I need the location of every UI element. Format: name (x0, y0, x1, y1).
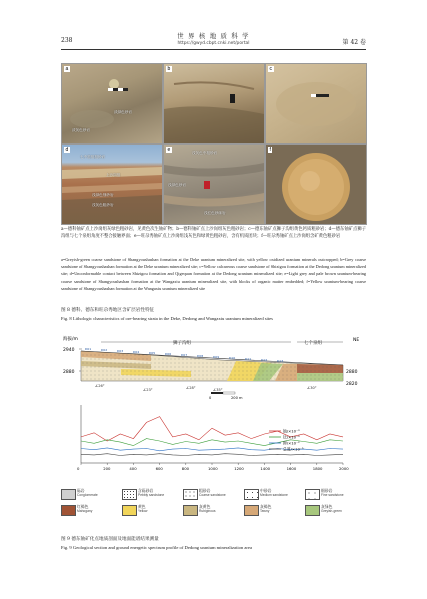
figure9-title-en: Fig. 9 Geological section and ground energetic spectrum profile of Dedong uranium mineralization area (61, 545, 253, 550)
photo-d-annotation-3: 浅绿色细砂岩 (92, 193, 114, 197)
dip-labels (95, 384, 317, 392)
x-tick-label: 1600 (286, 466, 297, 471)
legend-label-en: Greyish-green (321, 509, 342, 513)
dip-label-5: ∠30° (307, 386, 317, 390)
profile-legend-label: 钾/×10⁻² (283, 440, 300, 446)
figure9-legend (61, 488, 366, 524)
lithology-legend-item (61, 488, 121, 500)
photo-b (163, 63, 265, 144)
lithology-legend-item (61, 504, 121, 516)
figure9-title-cn: 图 9 德东铀矿化点地质剖面及地面能谱结果测量 (61, 537, 159, 542)
journal-url[interactable]: https://gwyd.cbpt.cnki.net/portal (177, 41, 250, 46)
photo-b-texture (164, 64, 264, 143)
legend-swatch (61, 505, 76, 516)
scale-bar (209, 392, 243, 400)
lithology-legend-item (183, 488, 243, 500)
figure8-title-cn: 图 8 德科、德东和旺尕秀地区含矿层岩性特征 (61, 308, 155, 313)
legend-label-en: Pebbly sandstone (138, 493, 165, 497)
x-tick-label: 400 (129, 466, 137, 471)
profile-legend-label: 总道/×10⁻⁶ (283, 446, 304, 452)
lithology-legend-item (244, 488, 304, 500)
dip-label-3: ∠28° (186, 386, 196, 390)
elevation-label: 海拔/m (63, 337, 78, 342)
photo-e-annotation-3: 浅红色砂砾岩 (204, 211, 226, 215)
photo-e (163, 144, 265, 225)
profile-x-ticks (77, 463, 349, 471)
legend-label-en: Conglomerate (77, 493, 98, 497)
legend-label-en: Coarse sandstone (199, 493, 226, 497)
figure8-caption-en: a=Greyish-green coarse sandstone of Shangyoushashan formation at the Deke uranium mineralized site, with yellow oxidized uranium minerals outcropped; b=Grey coarse sandstone of Shangyoushashan formation at the Deke uranium mineralized site; c=Yellow calcareous coarse sandstone of Shizigou formation at the Dedong uranium mineralized site; d=Unconformable contact between Shizigou formation and Qigequan formation at the Dedong uranium mineralized site; e=Light grey and pale brown uranium-bearing coarse sandstone of Shangyoushashan formation at the Wangaxiu uranium mineralized site, with blocks of organic matter embedded; f=Yellow uranium-bearing coarse sandstone of Shangyoushashan formation at the Wangaxiu uranium mineralized site (61, 257, 366, 291)
photo-e-label: e (167, 147, 171, 153)
bearing-ne: NE (353, 338, 360, 343)
section-dot-texture (81, 351, 343, 381)
profile-trace (81, 417, 343, 441)
point-label: D08 (197, 354, 204, 358)
point-label: D11 (245, 357, 252, 361)
x-tick-label: 1000 (208, 466, 218, 471)
figure8-title-en: Fig. 8 Lithologic characteristics of ore-bearing strata in the Deke, Dedong and Wangaxiu uranium mineralized sites (61, 316, 273, 321)
x-tick-label: 1400 (260, 466, 271, 471)
legend-label-cn: 粗砂岩 (199, 488, 211, 493)
x-tick-label: 800 (181, 466, 190, 471)
legend-swatch (122, 505, 137, 516)
legend-swatch (305, 505, 320, 516)
profile-trace (81, 448, 343, 451)
x-tick-label: 1800 (312, 466, 323, 471)
legend-label-en: Fine sandstone (321, 493, 344, 497)
legend-label-cn: 砾岩 (77, 488, 85, 493)
y-tick-2880: 2880 (63, 370, 75, 375)
volume-number: 第 42 卷 (342, 39, 366, 46)
legend-swatch (305, 489, 320, 500)
legend-label-cn: 灰绿色 (321, 504, 333, 509)
legend-label-en: Mahogany (77, 509, 93, 513)
point-label: D04 (133, 350, 140, 354)
photo-e-annotation-2: 浅绿色砂岩 (168, 183, 186, 187)
photo-a-annotation-2: 淡灰色砂岩 (72, 128, 90, 132)
profile-trace (81, 454, 343, 456)
lithology-legend-item (244, 504, 304, 516)
legend-label-cn: 含砾砂岩 (138, 488, 154, 493)
legend-label-en: Yellow (138, 509, 148, 513)
legend-swatch (183, 489, 198, 500)
spectrum-profile (77, 405, 349, 471)
point-label: D09 (213, 355, 220, 359)
point-label: D03 (117, 349, 124, 353)
photo-c-texture (266, 64, 366, 143)
y-tick-right-2820: 2820 (346, 382, 358, 387)
photo-d-label: d (65, 147, 69, 153)
figure9-section (61, 333, 366, 473)
lithology-legend-item (305, 488, 365, 500)
point-label: D06 (165, 352, 172, 356)
lithology-legend-item (122, 504, 182, 516)
lithology-legend-item (122, 488, 182, 500)
photo-f-label: f (269, 147, 271, 153)
dip-label-1: ∠26° (95, 384, 105, 388)
photo-f-texture (266, 145, 366, 224)
page-number: 238 (61, 37, 73, 44)
profile-legend-label: 钍/×10⁻⁶ (283, 434, 300, 440)
photo-d-texture (62, 145, 162, 224)
point-label: D01 (85, 347, 92, 351)
legend-label-cn: 黄色 (138, 504, 146, 509)
legend-label-en: Medium sandstone (260, 493, 288, 497)
point-label: D05 (149, 351, 156, 355)
y-tick-right-2880: 2880 (346, 370, 358, 375)
legend-swatch (183, 505, 198, 516)
point-label: D10 (229, 356, 236, 360)
legend-label-cn: 灰黄色 (199, 504, 211, 509)
scale-end: 200 m (231, 396, 243, 400)
unit-qigequan: 七个泉组 (304, 341, 322, 346)
photo-a-annotation-1: 淡绿色砂岩 (114, 110, 132, 114)
point-label: D02 (101, 348, 108, 352)
legend-label-cn: 红褐色 (77, 504, 89, 509)
legend-swatch (122, 489, 137, 500)
y-tick-2940: 2940 (63, 348, 75, 353)
legend-label-cn: 灰褐色 (260, 504, 272, 509)
photo-c (265, 63, 367, 144)
point-label: D12 (261, 358, 268, 362)
point-label: D07 (181, 353, 188, 357)
photo-e-annotation-1: 浅灰色中粗砂岩 (192, 151, 218, 155)
profile-lines (81, 417, 343, 456)
x-tick-label: 200 (103, 466, 111, 471)
x-tick-label: 600 (155, 466, 163, 471)
point-label: D13 (277, 359, 284, 363)
lithology-legend-item (305, 504, 365, 516)
photo-d-annotation-4: 浅灰色粗砂岩 (92, 203, 114, 207)
legend-label-cn: 细砂岩 (321, 488, 333, 493)
photo-a-label: a (65, 66, 69, 72)
photo-a (61, 63, 163, 144)
legend-label-en: Rubiginous (199, 509, 216, 513)
dip-label-4: ∠35° (213, 388, 223, 392)
figure8-caption-cn: a—德科铀矿点上沙岗组灰绿色粗砂岩，见黄色次生铀矿物；b—德科铀矿点上沙岗组灰色粗砂岩；c—德东铀矿点狮子沟组黄色钙质粗砂岩；d—德东铀矿点狮子沟组与七个泉组角度不整合接触界面；e—旺尕秀铀矿点上沙岗组浅灰色和绿黄色粗砂岩，含有机质团块；f—旺尕秀铀矿点上沙岗组含矿黄色粗砂岩 (61, 227, 366, 239)
profile-trace (81, 439, 343, 446)
photo-f (265, 144, 367, 225)
photo-d (61, 144, 163, 225)
journal-title: 世 界 核 地 质 科 学 (177, 32, 250, 40)
x-tick-label: 0 (77, 466, 80, 471)
dip-label-2: ∠23° (143, 388, 153, 392)
header-rule (61, 49, 366, 50)
legend-swatch (244, 489, 259, 500)
photo-d-annotation-2: 上沙岗组 (106, 173, 121, 177)
photo-c-label: c (269, 66, 272, 72)
lithology-legend-item (183, 504, 243, 516)
photo-d-annotation-1: 七中窑组粗砂岩 (80, 155, 106, 159)
legend-label-en: Tawny (260, 509, 270, 513)
unit-shizigou: 狮子沟组 (173, 341, 191, 346)
profile-legend-label: 铀/×10⁻⁶ (283, 428, 300, 434)
photo-b-label: b (167, 66, 171, 72)
x-tick-label: 1200 (234, 466, 244, 471)
legend-swatch (61, 489, 76, 500)
legend-swatch (244, 505, 259, 516)
scale-zero: 0 (209, 396, 212, 400)
x-tick-label: 2000 (339, 466, 349, 471)
legend-label-cn: 中砂岩 (260, 488, 272, 493)
